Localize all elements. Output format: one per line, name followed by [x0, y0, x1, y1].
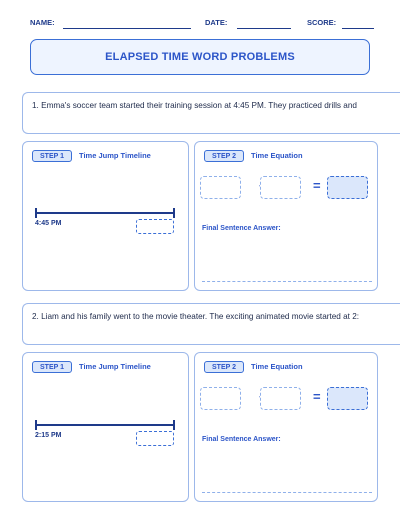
problem-2-text: 2. Liam and his family went to the movie theater. The exciting animated movie started at 2: — [32, 312, 360, 321]
date-label: DATE: — [205, 18, 228, 27]
step2-badge: STEP 2 — [204, 361, 244, 373]
timeline-start-time: 4:45 PM — [35, 220, 62, 227]
title-banner — [30, 39, 370, 75]
step1-badge: STEP 1 — [32, 361, 72, 373]
final-sentence-label: Final Sentence Answer: — [202, 225, 281, 232]
score-label: SCORE: — [307, 18, 337, 27]
elapsed-time-box[interactable] — [260, 387, 301, 410]
final-answer-line[interactable] — [202, 492, 372, 493]
name-label: NAME: — [30, 18, 55, 27]
timeline-start-tick — [35, 208, 37, 218]
step2-title: Time Equation — [251, 151, 303, 160]
timeline-start-time: 2:15 PM — [35, 432, 62, 439]
equals-sign: = — [313, 178, 321, 193]
step2-badge: STEP 2 — [204, 150, 244, 162]
elapsed-time-box[interactable] — [260, 176, 301, 199]
problem-1-step2-panel — [194, 141, 378, 291]
timeline-start-tick — [35, 420, 37, 430]
step1-title: Time Jump Timeline — [79, 362, 151, 371]
problem-2-step2-panel — [194, 352, 378, 502]
final-answer-line[interactable] — [202, 281, 372, 282]
timeline-end-tick — [173, 420, 175, 430]
equals-sign: = — [313, 389, 321, 404]
end-time-result-box[interactable] — [327, 387, 368, 410]
problem-1-step1-panel — [22, 141, 189, 291]
end-time-answer-box[interactable] — [136, 431, 174, 446]
date-field-line[interactable] — [237, 28, 291, 29]
name-field-line[interactable] — [63, 28, 191, 29]
timeline-end-tick — [173, 208, 175, 218]
final-sentence-label: Final Sentence Answer: — [202, 436, 281, 443]
end-time-answer-box[interactable] — [136, 219, 174, 234]
score-field-line[interactable] — [342, 28, 374, 29]
page-title: ELAPSED TIME WORD PROBLEMS — [105, 51, 295, 63]
step1-title: Time Jump Timeline — [79, 151, 151, 160]
step1-badge: STEP 1 — [32, 150, 72, 162]
step2-title: Time Equation — [251, 362, 303, 371]
problem-2-text-box — [22, 303, 400, 345]
end-time-result-box[interactable] — [327, 176, 368, 199]
problem-2-step1-panel — [22, 352, 189, 502]
worksheet-header — [30, 18, 374, 32]
start-time-box[interactable] — [200, 387, 241, 410]
problem-1-text-box — [22, 92, 400, 134]
timeline-line — [35, 212, 175, 214]
problem-1-text: 1. Emma's soccer team started their training session at 4:45 PM. They practiced drills and — [32, 101, 357, 110]
start-time-box[interactable] — [200, 176, 241, 199]
timeline-line — [35, 424, 175, 426]
